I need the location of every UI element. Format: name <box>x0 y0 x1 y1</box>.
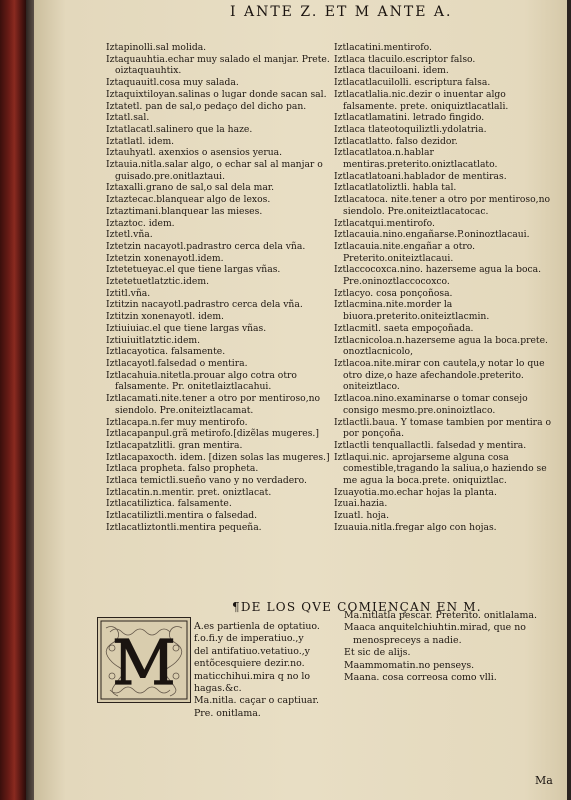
dictionary-entry: Iztauhyatl. axenxios o asensios yerua. <box>106 147 283 159</box>
dictionary-entry: Iztlacatoca. nite.tener a otro por mentiroso,no siendolo. Pre.oniteiztlacatocac. <box>334 194 551 217</box>
dictionary-entry: Iztlacmina.nite.morder la biuora.preterito.oniteiztlacmin. <box>334 299 490 323</box>
dictionary-entry: Iztlacatini.mentirofo. <box>334 42 432 53</box>
dictionary-entry: Iztlacatlamatini. letrado fingido. <box>334 112 485 124</box>
dictionary-entry: Iztlactli.baua. Y tomase tambien por mentira o por ponçoña. <box>334 416 551 440</box>
red-binding <box>0 0 26 800</box>
dictionary-entry: Iztaztimani.blanquear las mieses. <box>106 205 263 217</box>
dictionary-entry: Ma.nitlatla pescar. Preterito. onitlalama. <box>344 610 537 621</box>
dictionary-entry: Iztatlacatl.salinero que la haze. <box>106 123 253 135</box>
m-right-column <box>344 610 554 684</box>
dictionary-entry: Iztlacatin.n.mentir. pret. oniztlacat. <box>106 486 272 498</box>
dictionary-entry: maticchihui.mira q no lo <box>194 670 311 682</box>
dictionary-entry: Iztatetl. pan de sal,o pedaço del dicho pan. <box>106 100 307 112</box>
dictionary-entry: hagas.&c. <box>194 683 242 695</box>
dictionary-entry: Iztlacapatzlitli. gran mentira. <box>106 439 243 451</box>
dictionary-entry: entõcesquiere dezir.no. <box>194 658 305 670</box>
dictionary-entry: Iztaquauhtia.echar muy salado el manjar. Prete. oiztaquauhtix. <box>106 53 330 77</box>
dictionary-entry: Iztlaca tlateotoquiliztli.ydolatria. <box>334 123 487 135</box>
dictionary-entry: Ma.nitla. caçar o captiuar. <box>194 695 319 707</box>
dictionary-entry: Iztlacapa.n.fer muy mentirofo. <box>106 416 248 428</box>
dictionary-entry: Izuatl. hoja. <box>334 510 390 522</box>
dictionary-entry: Iztlaca propheta. falso propheta. <box>106 463 259 475</box>
dictionary-entry: f.o.fi.y de imperatiuo.,y <box>194 633 304 645</box>
dictionary-entry: Iztiuiuiac.el que tiene largas vñas. <box>106 322 267 334</box>
dictionary-entry: Iztlacapanpul.grã metirofo.[dizẽlas mugeres.] <box>106 428 319 440</box>
initial-letter: M <box>112 626 176 699</box>
dictionary-entry: Iztetetuetlatztic.idem. <box>106 276 210 288</box>
dictionary-entry: Maammomatin.no penseys. <box>344 659 475 671</box>
dictionary-entry: Iztitzin xonenayotl. idem. <box>106 311 224 323</box>
fore-edge <box>567 0 571 800</box>
dictionary-entry: Iztetzin xonenayotl.idem. <box>106 252 224 264</box>
dictionary-entry: Iztaztecac.blanquear algo de lexos. <box>106 194 271 206</box>
dictionary-entry: Iztlaccocoxca.nino. hazerseme agua la boca. Pre.oninoztlaccocoxco. <box>334 264 542 288</box>
m-left-column <box>194 621 324 720</box>
dictionary-entry: Iztlacatlatoa.n.hablar mentiras.preterito.oniztlacatlato. <box>334 147 498 171</box>
initial-ornament-icon <box>98 618 190 702</box>
dictionary-entry: Iztapinolli.sal molida. <box>106 42 207 53</box>
catchword: Ma <box>535 774 553 787</box>
dictionary-entry: Izuayotia.mo.echar hojas la planta. <box>334 486 497 498</box>
dictionary-entry: Iztlacatlacuilolli. escriptura falsa. <box>334 77 491 89</box>
dictionary-entry: Iztlacnicoloa.n.hazerseme agua la boca.prete. onoztlacnicolo, <box>334 334 548 358</box>
dictionary-entry: del antifatiuo.vetatiuo.,y <box>194 645 310 657</box>
dictionary-entry: Iztlacatiliztli.mentira o falsedad. <box>106 510 258 522</box>
dictionary-entry: Iztlacauia.nite.engañar a otro. Preterito.oniteiztlacaui. <box>334 240 476 264</box>
dictionary-entry: Iztlaca temictli.sueño vano y no verdadero. <box>106 475 307 487</box>
dictionary-entry: Iztlacatliztontli.mentira pequeña. <box>106 521 262 533</box>
running-head: I ANTE Z. ET M ANTE A. <box>230 4 453 20</box>
dictionary-entry: Iztlacmitl. saeta empoçoñada. <box>334 322 474 334</box>
dictionary-entry: Iztatl.sal. <box>106 112 150 124</box>
dictionary-entry: Iztetl.vña. <box>106 229 153 241</box>
dictionary-entry: Iztlaca tlacuiloani. idem. <box>334 65 449 77</box>
dictionary-entry: Izuauia.nitla.fregar algo con hojas. <box>334 521 497 533</box>
dictionary-entry: Iztlactli tenquallactli. falsedad y mentira. <box>334 439 527 451</box>
dictionary-entry: Izuai.hazia. <box>334 498 388 510</box>
dictionary-entry: Iztlacyo. cosa ponçoñosa. <box>334 287 453 299</box>
dictionary-entry: Iztlacatlalia.nic.dezir o inuentar algo falsamente. prete. oniquiztlacatlali. <box>334 88 509 112</box>
dictionary-entry: Iztlaqui.nic. aprojarseme alguna cosa comestible,tragando la saliua,o haziendo se me agua la boca.prete. oniquiztlac. <box>334 451 547 487</box>
dictionary-entry: Iztlacamati.nite.tener a otro por mentiroso,no siendolo. Pre.oniteiztlacamat. <box>106 393 321 416</box>
decorated-initial <box>97 617 191 703</box>
dictionary-entry: Iztaztoc. idem. <box>106 217 175 229</box>
right-column <box>334 42 558 534</box>
dictionary-entry: Iztlacayotl.falsedad o mentira. <box>106 357 248 369</box>
dictionary-entry: Iztlacatlatoliztli. habla tal. <box>334 182 457 194</box>
dictionary-entry: Maana. cosa correosa como vlli. <box>344 672 497 684</box>
dictionary-entry: Iztitl.vña. <box>106 287 151 299</box>
dictionary-entry: Iztlacahuia.nitetla.prouar algo cotra otro falsamente. Pr. onitetlaiztlacahui. <box>106 369 297 393</box>
dictionary-entry: Iztitzin nacayotl.padrastro cerca dela vña. <box>106 299 303 311</box>
dictionary-entry: Iztlacatiliztica. falsamente. <box>106 498 232 510</box>
dictionary-entry: Iztaquauitl.cosa muy salada. <box>106 77 239 89</box>
dictionary-entry: Iztlaca tlacuilo.escriptor falso. <box>334 53 476 65</box>
dictionary-entry: Maaca anquitelchiuhtin.mirad, que no menospreceys a nadie. <box>344 622 526 646</box>
dictionary-entry: Iztetzin nacayotl.padrastro cerca dela vña. <box>106 240 306 252</box>
dictionary-entry: Pre. onitlama. <box>194 707 261 719</box>
dictionary-entry: Iztetetueyac.el que tiene largas vñas. <box>106 264 281 276</box>
dictionary-entry: Iztatlatl. idem. <box>106 135 175 147</box>
binding-gutter <box>26 0 34 800</box>
dictionary-entry: Iztlacoa.nino.examinarse o tomar consejo consigo mesmo.pre.oninoiztlaco. <box>334 393 528 416</box>
dictionary-entry: A.es partienla de optatiuo. <box>194 621 320 632</box>
dictionary-entry: Iztlacayotica. falsamente. <box>106 346 226 358</box>
dictionary-entry: Iztlacatqui.mentirofo. <box>334 217 435 229</box>
dictionary-entry: Iztauia.nitla.salar algo, o echar sal al manjar o guisado.pre.onitlaztaui. <box>106 159 323 182</box>
dictionary-entry: Et sic de alijs. <box>344 647 411 659</box>
dictionary-entry: Iztlacapaxocth. idem. [dizen solas las mugeres.] <box>106 451 330 463</box>
dictionary-entry: Iztaxalli.grano de sal,o sal dela mar. <box>106 182 275 194</box>
dictionary-entry: Iztlacatlatto. falso dezidor. <box>334 135 458 147</box>
dictionary-entry: Iztlacauia.nino.engañarse.P.oninoztlacaui. <box>334 229 530 241</box>
dictionary-entry: Iztaquixtiloyan.salinas o lugar donde sacan sal. <box>106 88 327 100</box>
left-column <box>106 42 344 534</box>
section-heading: ¶DE LOS QVE COMIENÇAN EN M. <box>232 600 482 614</box>
dictionary-entry: Iztlacatlatoani.hablador de mentiras. <box>334 170 507 182</box>
dictionary-entry: Iztiuiuitlatztic.idem. <box>106 334 201 346</box>
dictionary-entry: Iztlacoa.nite.mirar con cautela,y notar lo que otro dize,o haze afechandole.preterito. oniteiztlaco. <box>334 357 545 393</box>
